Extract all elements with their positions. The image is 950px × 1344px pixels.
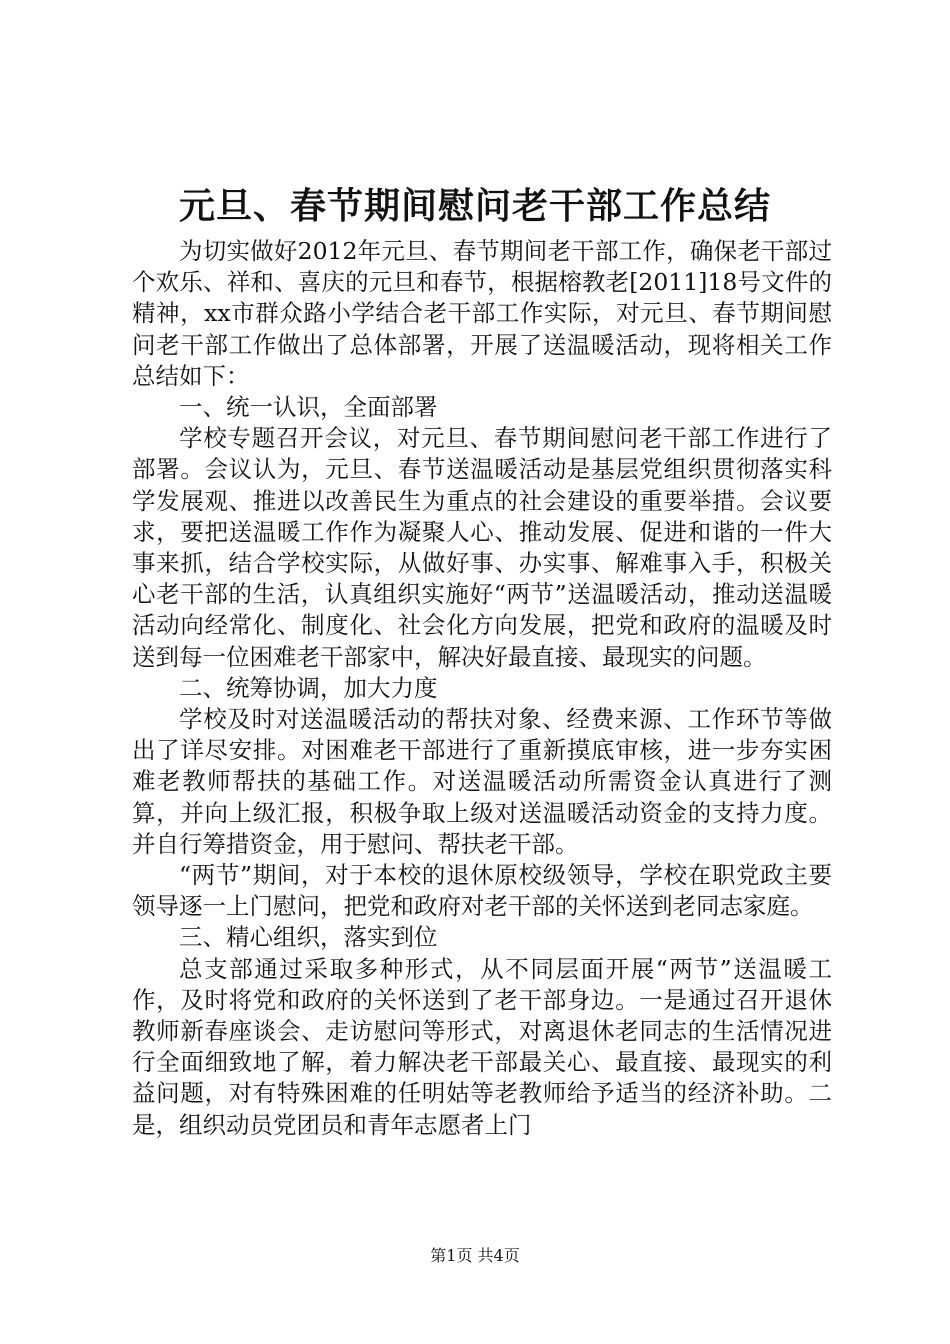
document-body [132,236,832,1141]
section-2-paragraph-2: “两节”期间，对于本校的退休原校级领导，学校在职党政主要领导逐一上门慰问，把党和政府对老干部的关怀送到老同志家庭。 [132,861,832,921]
section-3-paragraph: 总支部通过采取多种形式，从不同层面开展“两节”送温暖工作，及时将党和政府的关怀送到了老干部身边。一是通过召开退休教师新春座谈会、走访慰问等形式，对离退休老同志的生活情况进行全面细致地了解，着力解决老干部最关心、最直接、最现实的利益问题，对有特殊困难的任明姑等老教师给予适当的经济补助。二是，组织动员党团员和青年志愿者上门 [132,954,832,1139]
section-heading-1: 一、统一认识，全面部署 [179,393,438,422]
section-heading-2: 二、统筹协调，加大力度 [179,673,438,702]
page-footer: 第1页 共4页 [430,1246,520,1265]
section-heading-3: 三、精心组织，落实到位 [179,923,438,952]
document-title: 元旦、春节期间慰问老干部工作总结 [178,185,771,227]
section-1-paragraph: 学校专题召开会议，对元旦、春节期间慰问老干部工作进行了部署。会议认为，元旦、春节送温暖活动是基层党组织贯彻落实科学发展观、推进以改善民生为重点的社会建设的重要举措。会议要求，要把送温暖工作作为凝聚人心、推动发展、促进和谐的一件大事来抓，结合学校实际，从做好事、办实事、解难事入手，积极关心老干部的生活，认真组织实施好“两节”送温暖活动，推动送温暖活动向经常化、制度化、社会化方向发展，把党和政府的温暖及时送到每一位困难老干部家中，解决好最直接、最现实的问题。 [132,424,832,671]
section-2-paragraph-1: 学校及时对送温暖活动的帮扶对象、经费来源、工作环节等做出了详尽安排。对困难老干部进行了重新摸底审核，进一步夯实困难老教师帮扶的基础工作。对送温暖活动所需资金认真进行了测算，并向上级汇报，积极争取上级对送温暖活动资金的支持力度。并自行筹措资金，用于慰问、帮扶老干部。 [132,705,832,858]
intro-paragraph: 为切实做好2012年元旦、春节期间老干部工作，确保老干部过个欢乐、祥和、喜庆的元旦和春节，根据榕教老[2011]18号文件的精神，xx市群众路小学结合老干部工作实际，对元旦、春节期间慰问老干部工作做出了总体部署，开展了送温暖活动，现将相关工作总结如下： [132,237,832,390]
